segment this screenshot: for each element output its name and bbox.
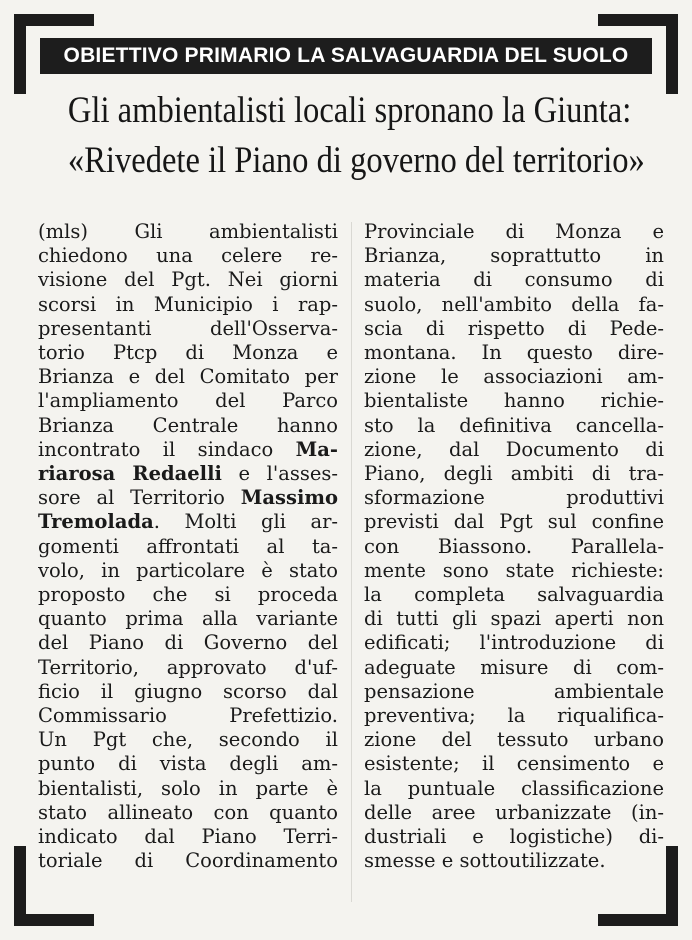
article-line: montana. In questo dire- bbox=[364, 341, 664, 365]
article-line: la puntuale classificazione bbox=[364, 776, 664, 800]
article-line: la completa salvaguardia bbox=[364, 583, 664, 607]
article-line: delle aree urbanizzate (in- bbox=[364, 800, 664, 824]
article-line: zione le associazioni am- bbox=[364, 365, 664, 389]
article-column-left bbox=[38, 220, 338, 873]
article-line: Un Pgt che, secondo il bbox=[38, 728, 338, 752]
article-line: previsti dal Pgt sul confine bbox=[364, 510, 664, 534]
article-line bbox=[38, 438, 338, 462]
crop-mark-top-left bbox=[14, 14, 26, 94]
article-line: proposto che si proceda bbox=[38, 583, 338, 607]
article-line: visione del Pgt. Nei giorni bbox=[38, 268, 338, 292]
person-name: Tremolada bbox=[38, 510, 154, 534]
article-line bbox=[38, 462, 338, 486]
article-line: mente sono state richieste: bbox=[364, 558, 664, 582]
article-line: sformazione produttivi bbox=[364, 486, 664, 510]
crop-mark-bottom-left bbox=[14, 914, 94, 926]
article-line: suolo, nell'ambito della fa- bbox=[364, 292, 664, 316]
article-text: sore al Territorio bbox=[38, 486, 241, 510]
article-line: stato allineato con quanto bbox=[38, 800, 338, 824]
article-line: Piano, degli ambiti di tra- bbox=[364, 462, 664, 486]
article-line: Brianza, soprattutto in bbox=[364, 244, 664, 268]
person-name: Massimo bbox=[240, 486, 338, 510]
person-name: riarosa Redaelli bbox=[38, 462, 222, 486]
article-line: materia di consumo di bbox=[364, 268, 664, 292]
crop-mark-bottom-right bbox=[666, 846, 678, 926]
article-line: adeguate misure di com- bbox=[364, 655, 664, 679]
article-text: . Molti gli ar- bbox=[153, 510, 338, 534]
article-line: punto di vista degli am- bbox=[38, 752, 338, 776]
article-line: smesse e sottoutilizzate. bbox=[364, 849, 606, 873]
article-line: del Piano di Governo del bbox=[38, 631, 338, 655]
article-line: preventiva; la riqualifica- bbox=[364, 704, 664, 728]
headline-line-1: Gli ambientalisti locali spronano la Giunta: bbox=[67, 90, 632, 131]
article-line: Brianza e del Comitato per bbox=[38, 365, 338, 389]
article-line: l'ampliamento del Parco bbox=[38, 389, 338, 413]
article-line: Commissario Prefettizio. bbox=[38, 704, 338, 728]
article-line: scorsi in Municipio i rap- bbox=[38, 292, 338, 316]
article-line: volo, in particolare è stato bbox=[38, 558, 338, 582]
crop-mark-bottom-left bbox=[14, 846, 26, 926]
crop-mark-top-right bbox=[666, 14, 678, 94]
kicker-banner: OBIETTIVO PRIMARIO LA SALVAGUARDIA DEL SUOLO bbox=[40, 38, 652, 74]
article-line bbox=[38, 486, 338, 510]
column-divider bbox=[351, 222, 352, 902]
article-line: sto la definitiva cancella- bbox=[364, 413, 664, 437]
article-line: indicato dal Piano Terri- bbox=[38, 825, 338, 849]
article-line: gomenti affrontati al ta- bbox=[38, 534, 338, 558]
article-line: esistente; il censimento e bbox=[364, 752, 664, 776]
article-column-right bbox=[364, 220, 664, 873]
article-line: con Biassono. Parallela- bbox=[364, 534, 664, 558]
crop-mark-top-left bbox=[14, 14, 94, 26]
article-line: dustriali e logistiche) di- bbox=[364, 825, 664, 849]
article-line: di tutti gli spazi aperti non bbox=[364, 607, 664, 631]
article-line: zione, dal Documento di bbox=[364, 437, 664, 461]
person-name: Ma- bbox=[295, 437, 338, 461]
article-line: torio Ptcp di Monza e bbox=[38, 341, 338, 365]
article-line: Provinciale di Monza e bbox=[364, 220, 664, 243]
headline-line-2: «Rivedete il Piano di governo del territorio» bbox=[67, 140, 645, 181]
article-line: edificati; l'introduzione di bbox=[364, 631, 664, 655]
article-line: presentanti dell'Osserva- bbox=[38, 316, 338, 340]
article-text: incontrato il sindaco bbox=[38, 437, 296, 461]
article-line: ficio il giugno scorso dal bbox=[38, 679, 338, 703]
article-line: chiedono una celere re- bbox=[38, 244, 338, 268]
article-line: zione del tessuto urbano bbox=[364, 728, 664, 752]
article-line: toriale di Coordinamento bbox=[38, 849, 338, 873]
article-text: e l'asses- bbox=[221, 462, 338, 486]
article-line: bientalisti, solo in parte è bbox=[38, 776, 338, 800]
article-line: pensazione ambientale bbox=[364, 679, 664, 703]
headline bbox=[67, 86, 645, 186]
article-line: quanto prima alla variante bbox=[38, 607, 338, 631]
article-line: Territorio, approvato d'uf- bbox=[38, 655, 338, 679]
article-line: Brianza Centrale hanno bbox=[38, 413, 338, 437]
article-line bbox=[38, 510, 338, 534]
article-line: bientaliste hanno richie- bbox=[364, 389, 664, 413]
article-line: scia di rispetto di Pede- bbox=[364, 316, 664, 340]
article-line: (mls) Gli ambientalisti bbox=[38, 220, 338, 243]
